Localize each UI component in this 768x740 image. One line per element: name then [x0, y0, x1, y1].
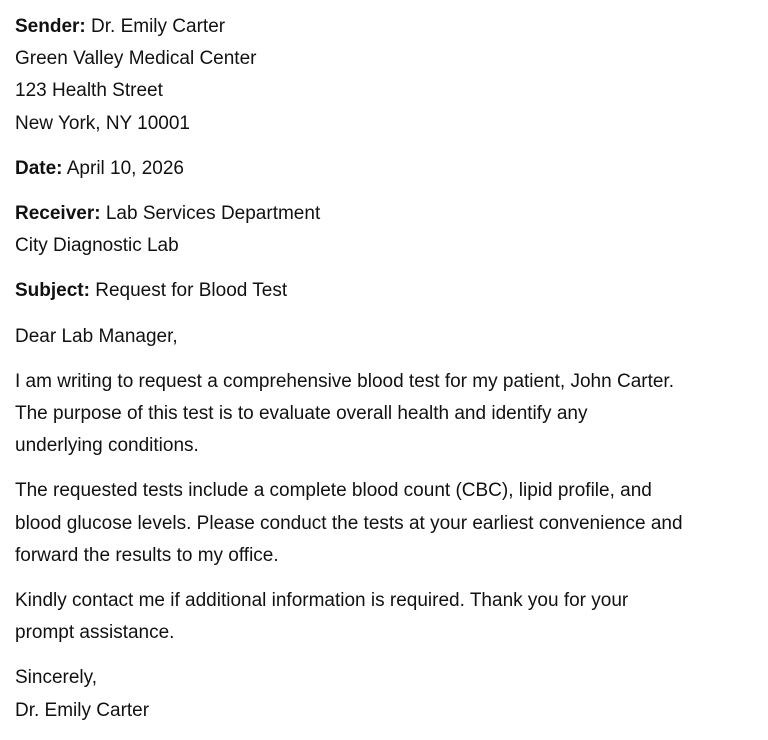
- closing: Sincerely,: [15, 667, 98, 689]
- date-label: Date:: [15, 157, 63, 179]
- salutation-block: [15, 321, 755, 353]
- sender-line: [15, 11, 755, 43]
- receiver-line: [15, 198, 755, 230]
- signoff-block: [15, 662, 755, 726]
- paragraph-line: Kindly contact me if additional information is required. Thank you for your: [15, 590, 629, 612]
- sender-organization: Green Valley Medical Center: [15, 48, 257, 70]
- signature: Dr. Emily Carter: [15, 699, 150, 721]
- paragraph-line: blood glucose levels. Please conduct the tests at your earliest convenience and: [15, 512, 683, 534]
- paragraph-line: I am writing to request a comprehensive blood test for my patient, John Carter.: [15, 370, 674, 392]
- receiver-block: [15, 198, 755, 262]
- paragraph-line: forward the results to my office.: [15, 544, 279, 566]
- sender-label: Sender:: [15, 16, 86, 37]
- receiver-department: Lab Services Department: [105, 203, 321, 225]
- body-paragraph-2: [15, 475, 755, 572]
- body-paragraph-3: [15, 585, 755, 649]
- sender-block: [15, 11, 755, 140]
- paragraph-line: underlying conditions.: [15, 435, 199, 457]
- subject-line: [15, 275, 755, 307]
- date-block: [15, 153, 755, 185]
- paragraph-line: The purpose of this test is to evaluate overall health and identify any: [15, 403, 588, 425]
- subject-value: Request for Blood Test: [95, 280, 288, 302]
- sender-name: Dr. Emily Carter: [91, 16, 226, 37]
- receiver-label: Receiver:: [15, 203, 101, 225]
- receiver-organization: City Diagnostic Lab: [15, 235, 179, 257]
- salutation: Dear Lab Manager,: [15, 325, 178, 347]
- body-paragraph-1: [15, 366, 755, 463]
- date-value: April 10, 2026: [66, 157, 184, 179]
- date-line: [15, 153, 755, 185]
- paragraph-line: The requested tests include a complete blood count (CBC), lipid profile, and: [15, 480, 652, 502]
- letter: [15, 11, 755, 740]
- subject-block: [15, 275, 755, 307]
- subject-label: Subject:: [15, 280, 90, 302]
- paragraph-line: prompt assistance.: [15, 622, 175, 644]
- sender-street: 123 Health Street: [15, 80, 163, 102]
- sender-city-state-zip: New York, NY 10001: [15, 112, 190, 134]
